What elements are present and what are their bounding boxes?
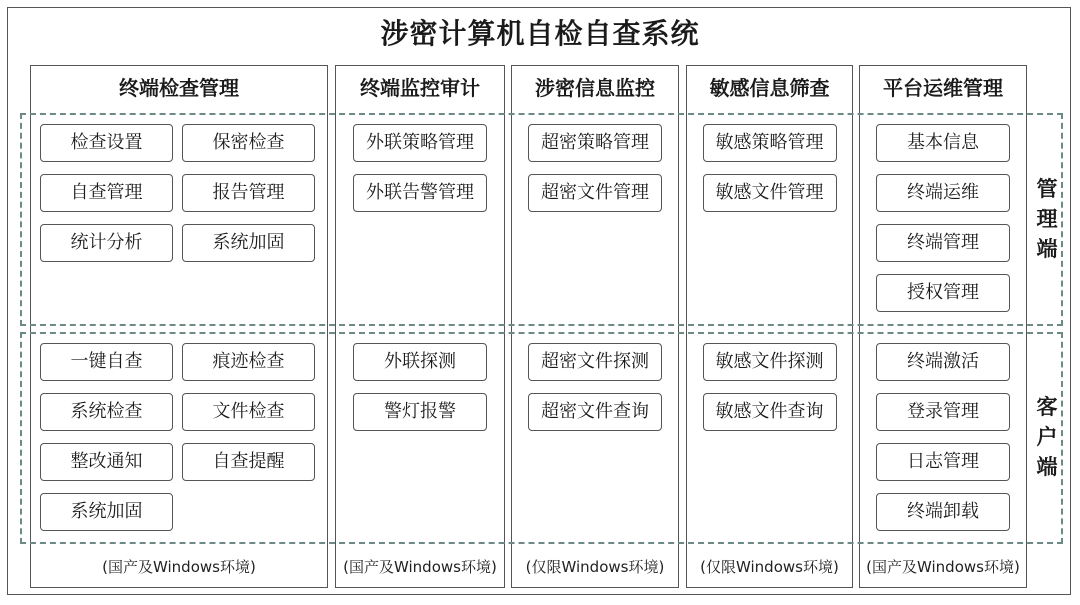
column-title: 敏感信息筛查 [709,76,830,100]
client-module-box: 终端卸载 [876,493,1010,531]
management-module-box: 敏感文件管理 [703,174,837,212]
management-module-box: 基本信息 [876,124,1010,162]
management-module-box: 外联告警管理 [353,174,487,212]
management-module-box: 报告管理 [182,174,315,212]
management-module-box: 自查管理 [40,174,173,212]
column-title: 涉密信息监控 [535,76,655,100]
management-band [20,113,1063,326]
client-module-box: 终端激活 [876,343,1010,381]
column-environment-note: (国产及Windows环境) [102,558,256,576]
client-band-label: 客 户 端 [1036,395,1058,479]
column-environment-note: (国产及Windows环境) [866,558,1020,576]
client-module-box: 警灯报警 [353,393,487,431]
management-module-box: 终端运维 [876,174,1010,212]
column-title: 终端监控审计 [360,76,480,100]
column-environment-note: (仅限Windows环境) [525,558,665,576]
management-module-box: 超密策略管理 [528,124,662,162]
column-environment-note: (仅限Windows环境) [700,558,839,576]
client-module-box: 日志管理 [876,443,1010,481]
client-module-box: 系统检查 [40,393,173,431]
client-module-box: 敏感文件探测 [703,343,837,381]
management-module-box: 超密文件管理 [528,174,662,212]
client-module-box: 自查提醒 [182,443,315,481]
management-module-box: 检查设置 [40,124,173,162]
column-title: 终端检查管理 [119,76,239,100]
management-module-box: 授权管理 [876,274,1010,312]
client-module-box: 文件检查 [182,393,315,431]
client-band [20,332,1063,544]
management-module-box: 统计分析 [40,224,173,262]
management-band-label: 管 理 端 [1036,177,1058,261]
client-module-box: 一键自查 [40,343,173,381]
client-module-box: 痕迹检查 [182,343,315,381]
management-module-box: 保密检查 [182,124,315,162]
column-title: 平台运维管理 [883,76,1003,100]
client-module-box: 敏感文件查询 [703,393,837,431]
client-module-box: 外联探测 [353,343,487,381]
management-module-box: 终端管理 [876,224,1010,262]
client-module-box: 整改通知 [40,443,173,481]
column-environment-note: (国产及Windows环境) [343,558,497,576]
client-module-box: 系统加固 [40,493,173,531]
client-module-box: 登录管理 [876,393,1010,431]
management-module-box: 敏感策略管理 [703,124,837,162]
client-module-box: 超密文件查询 [528,393,662,431]
diagram-title: 涉密计算机自检自查系统 [380,17,700,50]
management-module-box: 系统加固 [182,224,315,262]
client-module-box: 超密文件探测 [528,343,662,381]
management-module-box: 外联策略管理 [353,124,487,162]
